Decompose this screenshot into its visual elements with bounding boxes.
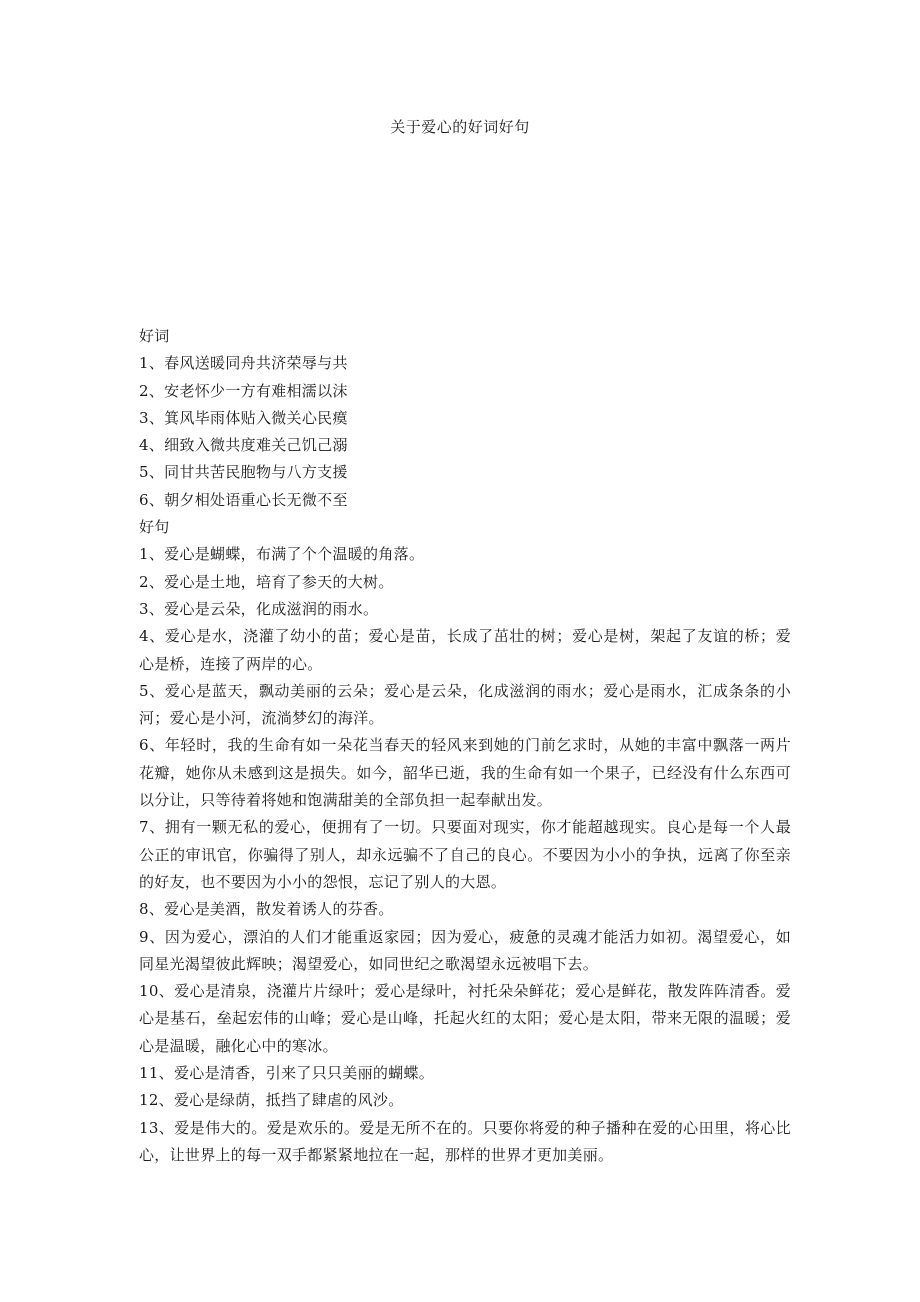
word-item: 2、安老怀少一方有难相濡以沫 xyxy=(139,381,348,400)
sentence-item: 6、年轻时，我的生命有如一朵花当春天的轻风来到她的门前乞求时，从她的丰富中飘落一两片花瓣，她你从未感到这是损失。如今，韶华已逝，我的生命有如一个果子，已经没有什么东西可以分让，只等待着将她和饱满甜美的全部负担一起奉献出发。 xyxy=(139,736,791,810)
document-body xyxy=(139,323,791,1169)
sentence-item: 5、爱心是蓝天，飘动美丽的云朵；爱心是云朵，化成滋润的雨水；爱心是雨水，汇成条条的小河；爱心是小河，流淌梦幻的海洋。 xyxy=(139,681,791,728)
sentence-item: 2、爱心是土地，培育了参天的大树。 xyxy=(139,572,394,591)
section-heading-words: 好词 xyxy=(139,327,170,345)
sentence-item: 3、爱心是云朵，化成滋润的雨水。 xyxy=(139,599,379,618)
sentence-item: 1、爱心是蝴蝶，布满了个个温暖的角落。 xyxy=(139,545,425,564)
sentence-item: 8、爱心是美酒，散发着诱人的芬香。 xyxy=(139,900,394,919)
sentence-item: 7、拥有一颗无私的爱心，便拥有了一切。只要面对现实，你才能超越现实。良心是每一个人最公正的审讯官，你骗得了别人，却永远骗不了自己的良心。不要因为小小的争执，远离了你至亲的好友，也不要因为小小的怨恨，忘记了别人的大恩。 xyxy=(139,818,791,891)
sentence-item: 13、爱是伟大的。爱是欢乐的。爱是无所不在的。只要你将爱的种子播种在爱的心田里，将心比心，让世界上的每一双手都紧紧地拉在一起，那样的世界才更加美丽。 xyxy=(139,1118,791,1164)
sentence-item: 11、爱心是清香，引来了只只美丽的蝴蝶。 xyxy=(139,1064,435,1083)
sentence-item: 4、爱心是水，浇灌了幼小的苗；爱心是苗，长成了茁壮的树；爱心是树，架起了友谊的桥；爱心是桥，连接了两岸的心。 xyxy=(139,627,791,673)
sentence-item: 10、爱心是清泉，浇灌片片绿叶；爱心是绿叶，衬托朵朵鲜花；爱心是鲜花，散发阵阵清香。爱心是基石，垒起宏伟的山峰；爱心是山峰，托起火红的太阳；爱心是太阳，带来无限的温暖；爱心是温暖，融化心中的寒冰。 xyxy=(139,982,791,1055)
document-title: 关于爱心的好词好句 xyxy=(390,118,530,136)
section-heading-sentences: 好句 xyxy=(139,518,170,537)
sentence-item: 9、因为爱心，漂泊的人们才能重返家园；因为爱心，疲惫的灵魂才能活力如初。渴望爱心，如同星光渴望彼此辉映；渴望爱心，如同世纪之歌渴望永远被唱下去。 xyxy=(139,927,791,973)
word-item: 3、箕风毕雨体贴入微关心民瘼 xyxy=(139,408,348,427)
sentence-item: 12、爱心是绿荫，抵挡了肆虐的风沙。 xyxy=(139,1091,404,1110)
word-item: 5、同甘共苦民胞物与八方支援 xyxy=(139,463,348,482)
word-item: 4、细致入微共度难关己饥己溺 xyxy=(139,436,348,455)
word-item: 1、春风送暖同舟共济荣辱与共 xyxy=(139,354,348,373)
word-item: 6、朝夕相处语重心长无微不至 xyxy=(139,490,348,509)
